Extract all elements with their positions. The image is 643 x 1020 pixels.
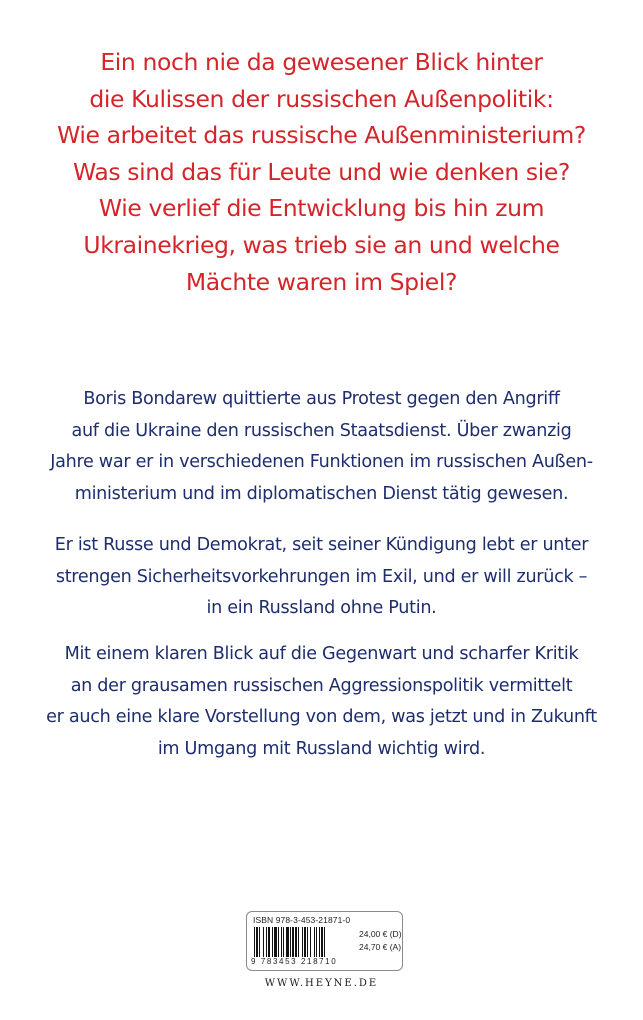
paragraph-line: in ein Russland ohne Putin. [206, 598, 437, 619]
paragraph-line: ministerium und im diplomatischen Dienst tätig gewesen. [74, 484, 569, 505]
paragraph-line: Boris Bondarew quittierte aus Protest gegen den Angriff [83, 389, 560, 409]
paragraph-line: Er ist Russe und Demokrat, seit seiner Kündigung lebt er unter [54, 535, 589, 555]
paragraph-line: auf die Ukraine den russischen Staatsdienst. Über zwanzig [71, 420, 572, 441]
paragraph-line: er auch eine klare Vorstellung von dem, was jetzt und in Zukunft [46, 707, 597, 728]
price-austria: 24,70 € (A) [359, 942, 402, 952]
paragraph-line: im Umgang mit Russland wichtig wird. [157, 739, 486, 760]
price-germany: 24,00 € (D) [359, 929, 402, 939]
publisher-website: WWW.HEYNE.DE [264, 978, 379, 989]
exile-paragraph [0, 530, 643, 625]
headline-line: Wie arbeitet das russische Außenministerium? [57, 121, 586, 150]
barcode-digits: 9 783453 218710 [251, 957, 338, 966]
author-paragraph [0, 384, 643, 511]
blurb-headline [0, 44, 643, 300]
headline-line: Ukrainekrieg, was trieb sie an und welche [83, 230, 560, 259]
isbn-barcode-box [246, 911, 403, 971]
isbn-label: ISBN 978-3-453-21871-0 [253, 915, 351, 925]
paragraph-line: Mit einem klaren Blick auf die Gegenwart und scharfer Kritik [64, 644, 579, 664]
headline-line: die Kulissen der russischen Außenpolitik: [89, 84, 554, 113]
headline-line: Wie verlief die Entwicklung bis hin zum [98, 194, 545, 223]
headline-line: Mächte waren im Spiel? [185, 267, 458, 296]
barcode-icon [254, 927, 354, 957]
headline-line: Ein noch nie da gewesener Blick hinter [100, 48, 543, 76]
outlook-paragraph [0, 639, 643, 766]
paragraph-line: strengen Sicherheitsvorkehrungen im Exil, und er will zurück – [55, 566, 588, 587]
headline-line: Was sind das für Leute und wie denken sie? [72, 157, 571, 186]
paragraph-line: an der grausamen russischen Aggressionspolitik vermittelt [70, 675, 573, 696]
paragraph-line: Jahre war er in verschiedenen Funktionen im russischen Außen- [50, 452, 593, 473]
